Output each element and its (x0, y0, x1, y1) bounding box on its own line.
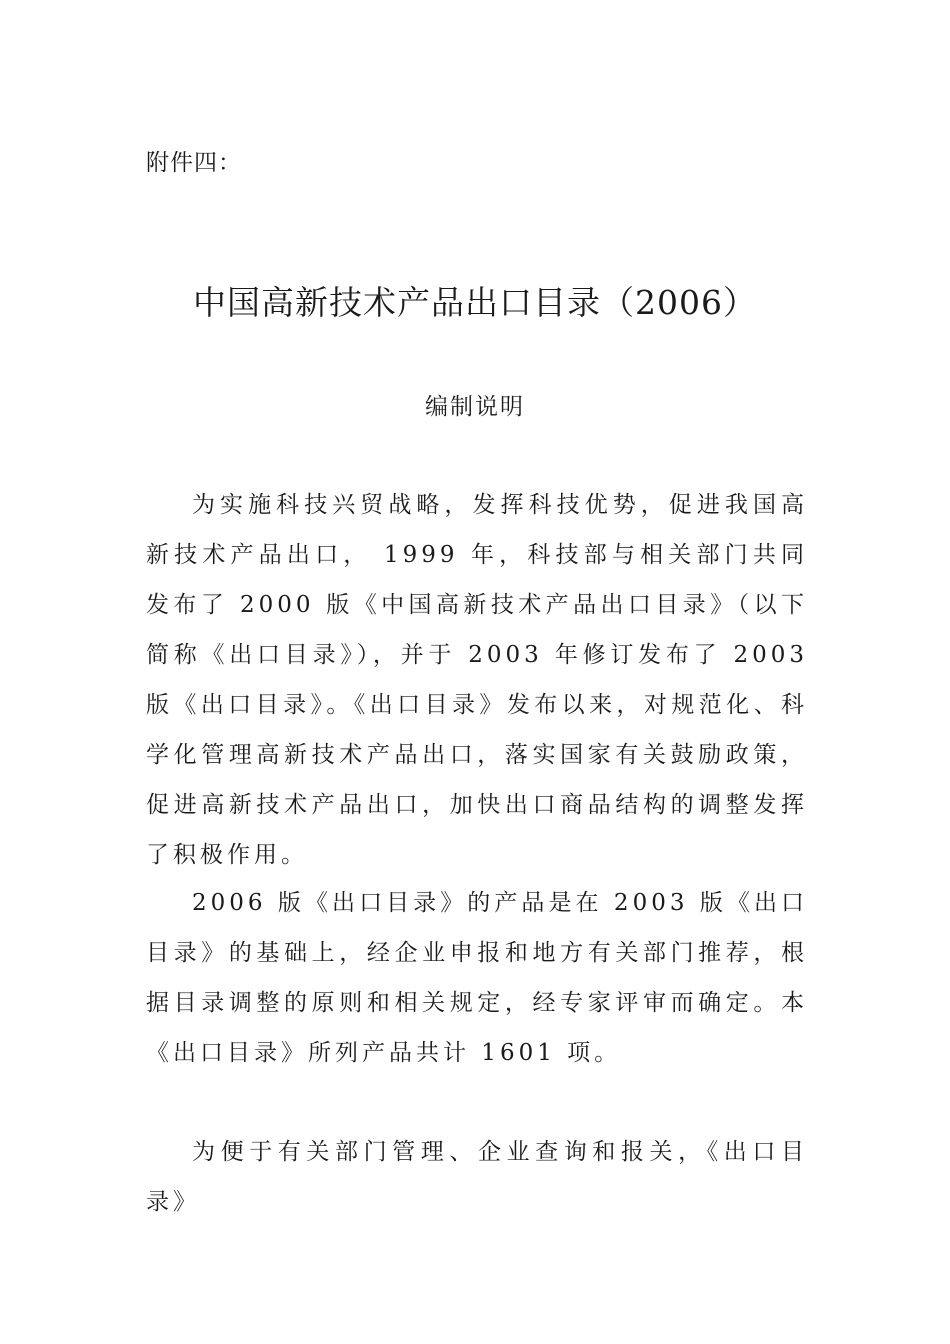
body-paragraph: 2006 版《出口目录》的产品是在 2003 版《出口目录》的基础上，经企业申报和地方有关部门推荐，根据目录调整的原则和相关规定，经专家评审而确定。本《出口目录》所列产品共计 1601 项。 (146, 890, 808, 1066)
document-subtitle: 编制说明 (425, 394, 525, 420)
body-paragraph: 为实施科技兴贸战略，发挥科技优势，促进我国高新技术产品出口， 1999 年，科技部与相关部门共同发布了 2000 版《中国高新技术产品出口目录》（以下简称《出口目录》），并于 2003 年修订发布了 2003 版《出口目录》。《出口目录》发布以来，对规范化、科学化管理高新技术产品出口，落实国家有关鼓励政策，促进高新技术产品出口，加快出口商品结构的调整发挥了积极作用。 (146, 492, 808, 868)
attachment-label: 附件四： (146, 150, 242, 176)
body-paragraph: 为便于有关部门管理、企业查询和报关，《出口目录》 (146, 1139, 808, 1215)
document-title: 中国高新技术产品出口目录（2006） (193, 283, 757, 322)
